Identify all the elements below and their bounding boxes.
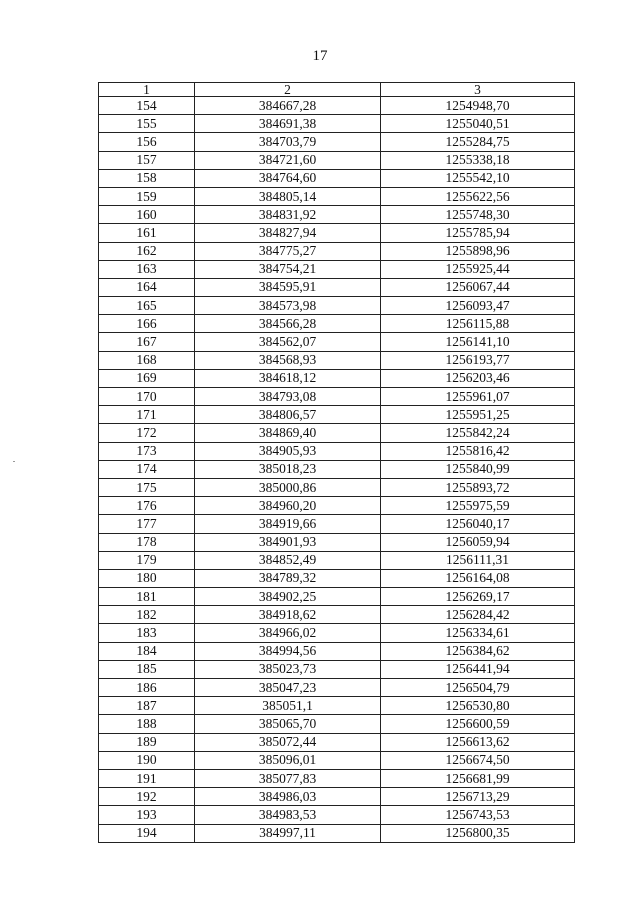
x-coordinate-cell: 384852,49 xyxy=(195,551,381,569)
point-number-cell: 163 xyxy=(99,260,195,278)
table-row xyxy=(99,406,575,424)
point-number-cell: 171 xyxy=(99,406,195,424)
table-row xyxy=(99,442,575,460)
point-number-cell: 187 xyxy=(99,697,195,715)
x-coordinate-cell: 384986,03 xyxy=(195,788,381,806)
point-number-cell: 161 xyxy=(99,224,195,242)
point-number-cell: 194 xyxy=(99,824,195,842)
y-coordinate-cell: 1256600,59 xyxy=(381,715,575,733)
table-row xyxy=(99,588,575,606)
table-row xyxy=(99,187,575,205)
x-coordinate-cell: 385096,01 xyxy=(195,751,381,769)
table-body xyxy=(99,97,575,843)
table-row xyxy=(99,824,575,842)
point-number-cell: 155 xyxy=(99,115,195,133)
point-number-cell: 185 xyxy=(99,660,195,678)
y-coordinate-cell: 1255785,94 xyxy=(381,224,575,242)
x-coordinate-cell: 384983,53 xyxy=(195,806,381,824)
x-coordinate-cell: 384960,20 xyxy=(195,497,381,515)
x-coordinate-cell: 384994,56 xyxy=(195,642,381,660)
y-coordinate-cell: 1255840,99 xyxy=(381,460,575,478)
point-number-cell: 172 xyxy=(99,424,195,442)
table-row xyxy=(99,697,575,715)
y-coordinate-cell: 1256059,94 xyxy=(381,533,575,551)
x-coordinate-cell: 384789,32 xyxy=(195,569,381,587)
x-coordinate-cell: 384667,28 xyxy=(195,97,381,115)
header-row xyxy=(99,83,575,97)
coordinates-table xyxy=(98,82,575,843)
point-number-cell: 158 xyxy=(99,169,195,187)
point-number-cell: 191 xyxy=(99,769,195,787)
x-coordinate-cell: 384806,57 xyxy=(195,406,381,424)
table-row xyxy=(99,460,575,478)
y-coordinate-cell: 1255284,75 xyxy=(381,133,575,151)
table-row xyxy=(99,751,575,769)
y-coordinate-cell: 1256441,94 xyxy=(381,660,575,678)
table-row xyxy=(99,660,575,678)
y-coordinate-cell: 1255748,30 xyxy=(381,206,575,224)
point-number-cell: 183 xyxy=(99,624,195,642)
table-row xyxy=(99,224,575,242)
y-coordinate-cell: 1256504,79 xyxy=(381,679,575,697)
x-coordinate-cell: 384566,28 xyxy=(195,315,381,333)
x-coordinate-cell: 384595,91 xyxy=(195,278,381,296)
y-coordinate-cell: 1255842,24 xyxy=(381,424,575,442)
table-row xyxy=(99,388,575,406)
point-number-cell: 162 xyxy=(99,242,195,260)
point-number-cell: 166 xyxy=(99,315,195,333)
x-coordinate-cell: 385018,23 xyxy=(195,460,381,478)
point-number-cell: 182 xyxy=(99,606,195,624)
point-number-cell: 179 xyxy=(99,551,195,569)
y-coordinate-cell: 1256800,35 xyxy=(381,824,575,842)
header-y-coordinate: 3 xyxy=(381,83,575,97)
table-row xyxy=(99,169,575,187)
table-row xyxy=(99,715,575,733)
point-number-cell: 192 xyxy=(99,788,195,806)
table-row xyxy=(99,333,575,351)
y-coordinate-cell: 1255622,56 xyxy=(381,187,575,205)
x-coordinate-cell: 384568,93 xyxy=(195,351,381,369)
point-number-cell: 169 xyxy=(99,369,195,387)
y-coordinate-cell: 1256681,99 xyxy=(381,769,575,787)
y-coordinate-cell: 1255925,44 xyxy=(381,260,575,278)
x-coordinate-cell: 384703,79 xyxy=(195,133,381,151)
point-number-cell: 168 xyxy=(99,351,195,369)
point-number-cell: 156 xyxy=(99,133,195,151)
point-number-cell: 178 xyxy=(99,533,195,551)
point-number-cell: 159 xyxy=(99,187,195,205)
table-row xyxy=(99,533,575,551)
y-coordinate-cell: 1256743,53 xyxy=(381,806,575,824)
x-coordinate-cell: 385077,83 xyxy=(195,769,381,787)
table-row xyxy=(99,133,575,151)
point-number-cell: 189 xyxy=(99,733,195,751)
table-row xyxy=(99,315,575,333)
table-row xyxy=(99,624,575,642)
x-coordinate-cell: 384869,40 xyxy=(195,424,381,442)
point-number-cell: 190 xyxy=(99,751,195,769)
x-coordinate-cell: 384805,14 xyxy=(195,187,381,205)
table-row xyxy=(99,369,575,387)
point-number-cell: 164 xyxy=(99,278,195,296)
table-row xyxy=(99,642,575,660)
table-row xyxy=(99,679,575,697)
x-coordinate-cell: 385000,86 xyxy=(195,478,381,496)
table-row xyxy=(99,769,575,787)
x-coordinate-cell: 385051,1 xyxy=(195,697,381,715)
table-row xyxy=(99,478,575,496)
table-row xyxy=(99,551,575,569)
y-coordinate-cell: 1256334,61 xyxy=(381,624,575,642)
point-number-cell: 175 xyxy=(99,478,195,496)
x-coordinate-cell: 384721,60 xyxy=(195,151,381,169)
x-coordinate-cell: 384966,02 xyxy=(195,624,381,642)
x-coordinate-cell: 384905,93 xyxy=(195,442,381,460)
page-number: 17 xyxy=(312,48,328,64)
y-coordinate-cell: 1256384,62 xyxy=(381,642,575,660)
x-coordinate-cell: 385072,44 xyxy=(195,733,381,751)
x-coordinate-cell: 384793,08 xyxy=(195,388,381,406)
table-row xyxy=(99,424,575,442)
point-number-cell: 181 xyxy=(99,588,195,606)
y-coordinate-cell: 1256530,80 xyxy=(381,697,575,715)
x-coordinate-cell: 384918,62 xyxy=(195,606,381,624)
y-coordinate-cell: 1256193,77 xyxy=(381,351,575,369)
y-coordinate-cell: 1256164,08 xyxy=(381,569,575,587)
x-coordinate-cell: 384573,98 xyxy=(195,297,381,315)
point-number-cell: 176 xyxy=(99,497,195,515)
y-coordinate-cell: 1256067,44 xyxy=(381,278,575,296)
y-coordinate-cell: 1255040,51 xyxy=(381,115,575,133)
table-row xyxy=(99,115,575,133)
header-point-number: 1 xyxy=(99,83,195,97)
table-row xyxy=(99,497,575,515)
point-number-cell: 174 xyxy=(99,460,195,478)
y-coordinate-cell: 1256203,46 xyxy=(381,369,575,387)
point-number-cell: 154 xyxy=(99,97,195,115)
header-x-coordinate: 2 xyxy=(195,83,381,97)
point-number-cell: 165 xyxy=(99,297,195,315)
table-row xyxy=(99,606,575,624)
table-header xyxy=(99,83,575,97)
point-number-cell: 184 xyxy=(99,642,195,660)
x-coordinate-cell: 384827,94 xyxy=(195,224,381,242)
point-number-cell: 180 xyxy=(99,569,195,587)
table-row xyxy=(99,260,575,278)
x-coordinate-cell: 384764,60 xyxy=(195,169,381,187)
y-coordinate-cell: 1255338,18 xyxy=(381,151,575,169)
y-coordinate-cell: 1255975,59 xyxy=(381,497,575,515)
y-coordinate-cell: 1255898,96 xyxy=(381,242,575,260)
y-coordinate-cell: 1256093,47 xyxy=(381,297,575,315)
point-number-cell: 173 xyxy=(99,442,195,460)
x-coordinate-cell: 385047,23 xyxy=(195,679,381,697)
x-coordinate-cell: 384562,07 xyxy=(195,333,381,351)
x-coordinate-cell: 384997,11 xyxy=(195,824,381,842)
x-coordinate-cell: 384691,38 xyxy=(195,115,381,133)
scan-speck xyxy=(13,461,15,462)
y-coordinate-cell: 1256269,17 xyxy=(381,588,575,606)
y-coordinate-cell: 1256115,88 xyxy=(381,315,575,333)
table-row xyxy=(99,97,575,115)
table-row xyxy=(99,788,575,806)
x-coordinate-cell: 384775,27 xyxy=(195,242,381,260)
point-number-cell: 157 xyxy=(99,151,195,169)
table-row xyxy=(99,206,575,224)
x-coordinate-cell: 384901,93 xyxy=(195,533,381,551)
point-number-cell: 170 xyxy=(99,388,195,406)
y-coordinate-cell: 1256040,17 xyxy=(381,515,575,533)
x-coordinate-cell: 384754,21 xyxy=(195,260,381,278)
x-coordinate-cell: 384618,12 xyxy=(195,369,381,387)
y-coordinate-cell: 1256111,31 xyxy=(381,551,575,569)
y-coordinate-cell: 1255961,07 xyxy=(381,388,575,406)
table-row xyxy=(99,733,575,751)
table-row xyxy=(99,278,575,296)
point-number-cell: 193 xyxy=(99,806,195,824)
x-coordinate-cell: 385023,73 xyxy=(195,660,381,678)
point-number-cell: 167 xyxy=(99,333,195,351)
y-coordinate-cell: 1256713,29 xyxy=(381,788,575,806)
y-coordinate-cell: 1255816,42 xyxy=(381,442,575,460)
y-coordinate-cell: 1256141,10 xyxy=(381,333,575,351)
point-number-cell: 177 xyxy=(99,515,195,533)
table-row xyxy=(99,515,575,533)
table-row xyxy=(99,569,575,587)
point-number-cell: 188 xyxy=(99,715,195,733)
y-coordinate-cell: 1255951,25 xyxy=(381,406,575,424)
x-coordinate-cell: 385065,70 xyxy=(195,715,381,733)
point-number-cell: 160 xyxy=(99,206,195,224)
x-coordinate-cell: 384902,25 xyxy=(195,588,381,606)
x-coordinate-cell: 384919,66 xyxy=(195,515,381,533)
y-coordinate-cell: 1256613,62 xyxy=(381,733,575,751)
y-coordinate-cell: 1256284,42 xyxy=(381,606,575,624)
y-coordinate-cell: 1255542,10 xyxy=(381,169,575,187)
y-coordinate-cell: 1254948,70 xyxy=(381,97,575,115)
point-number-cell: 186 xyxy=(99,679,195,697)
table-row xyxy=(99,242,575,260)
table-row xyxy=(99,297,575,315)
table-row xyxy=(99,351,575,369)
table-row xyxy=(99,806,575,824)
x-coordinate-cell: 384831,92 xyxy=(195,206,381,224)
y-coordinate-cell: 1256674,50 xyxy=(381,751,575,769)
table-row xyxy=(99,151,575,169)
y-coordinate-cell: 1255893,72 xyxy=(381,478,575,496)
